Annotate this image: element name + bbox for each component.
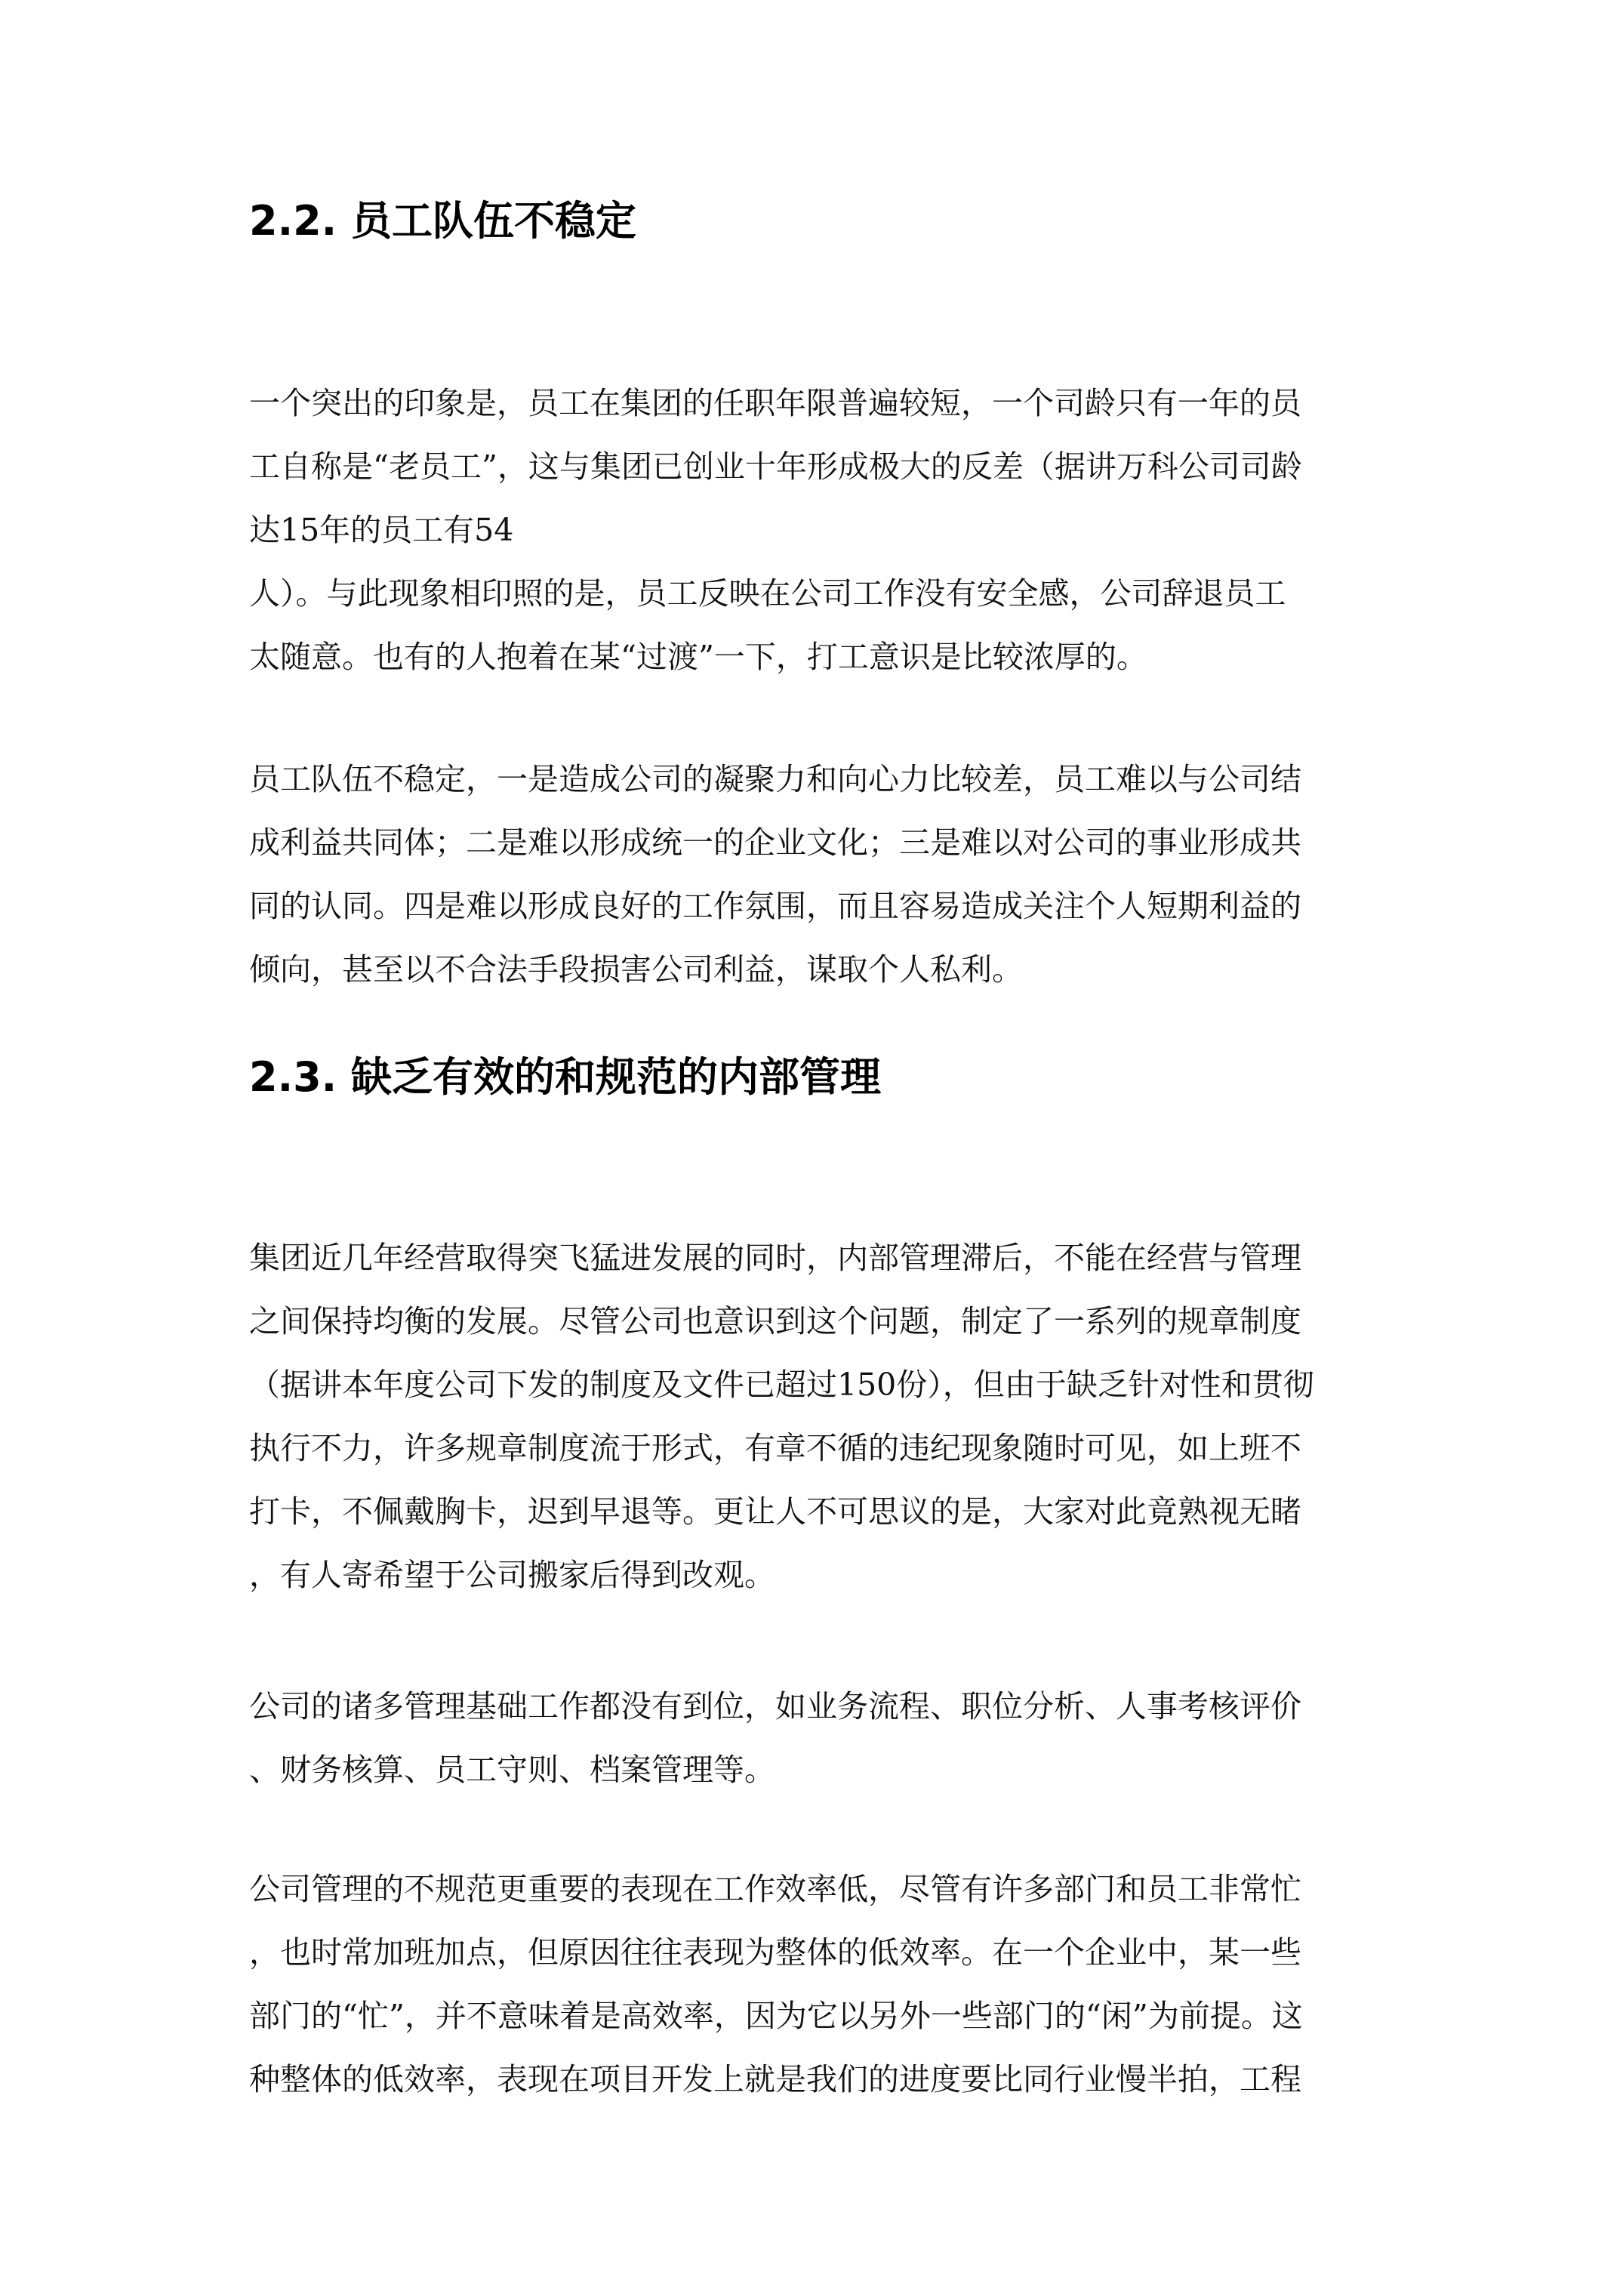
text-line: （据讲本年度公司下发的制度及文件已超过150份），但由于缺乏针对性和贯彻 (249, 1367, 1314, 1403)
text-line: 员工队伍不稳定，一是造成公司的凝聚力和向心力比较差，员工难以与公司结 (249, 761, 1301, 797)
text-line: 同的认同。四是难以形成良好的工作氛围，而且容易造成关注个人短期利益的 (249, 888, 1301, 924)
section-heading-2-3: 2.3. 缺乏有效的和规范的内部管理 (249, 1053, 881, 1101)
text-line: 一个突出的印象是，员工在集团的任职年限普遍较短，一个司龄只有一年的员 (249, 385, 1301, 421)
text-line: ，有人寄希望于公司搬家后得到改观。 (249, 1557, 775, 1593)
section-heading-2-2: 2.2. 员工队伍不稳定 (249, 197, 636, 245)
text-line: 达15年的员工有54 (249, 512, 514, 548)
text-line: 倾向，甚至以不合法手段损害公司利益，谋取个人私利。 (249, 951, 1023, 988)
text-line: 执行不力，许多规章制度流于形式，有章不循的违纪现象随时可见，如上班不 (249, 1430, 1301, 1466)
text-line: 成利益共同体；二是难以形成统一的企业文化；三是难以对公司的事业形成共 (249, 824, 1301, 861)
text-line: 打卡，不佩戴胸卡，迟到早退等。更让人不可思议的是，大家对此竟熟视无睹 (249, 1493, 1301, 1530)
text-line: 、财务核算、员工守则、档案管理等。 (249, 1752, 775, 1788)
text-line: 种整体的低效率，表现在项目开发上就是我们的进度要比同行业慢半拍，工程 (249, 2061, 1301, 2097)
text-line: ，也时常加班加点，但原因往往表现为整体的低效率。在一个企业中，某一些 (249, 1934, 1301, 1971)
paragraph-management-lag (249, 1226, 1381, 1607)
text-line: 公司的诸多管理基础工作都没有到位，如业务流程、职位分析、人事考核评价 (249, 1688, 1301, 1724)
text-line: 工自称是“老员工”，这与集团已创业十年形成极大的反差（据讲万科公司司龄 (249, 448, 1302, 485)
text-line: 部门的“忙”，并不意味着是高效率，因为它以另外一些部门的“闲”为前提。这 (249, 1998, 1303, 2034)
paragraph-low-efficiency (249, 1857, 1381, 2111)
paragraph-management-basics (249, 1675, 1381, 1801)
text-line: 集团近几年经营取得突飞猛进发展的同时，内部管理滞后，不能在经营与管理 (249, 1240, 1301, 1276)
paragraph-staff-instability-effects (249, 747, 1381, 1001)
text-line: 之间保持均衡的发展。尽管公司也意识到这个问题，制定了一系列的规章制度 (249, 1303, 1301, 1339)
paragraph-staff-tenure (249, 371, 1381, 689)
text-line: 公司管理的不规范更重要的表现在工作效率低，尽管有许多部门和员工非常忙 (249, 1871, 1301, 1907)
text-line: 太随意。也有的人抱着在某“过渡”一下，打工意识是比较浓厚的。 (249, 639, 1147, 675)
text-line: 人）。与此现象相印照的是，员工反映在公司工作没有安全感，公司辞退员工 (249, 575, 1286, 612)
